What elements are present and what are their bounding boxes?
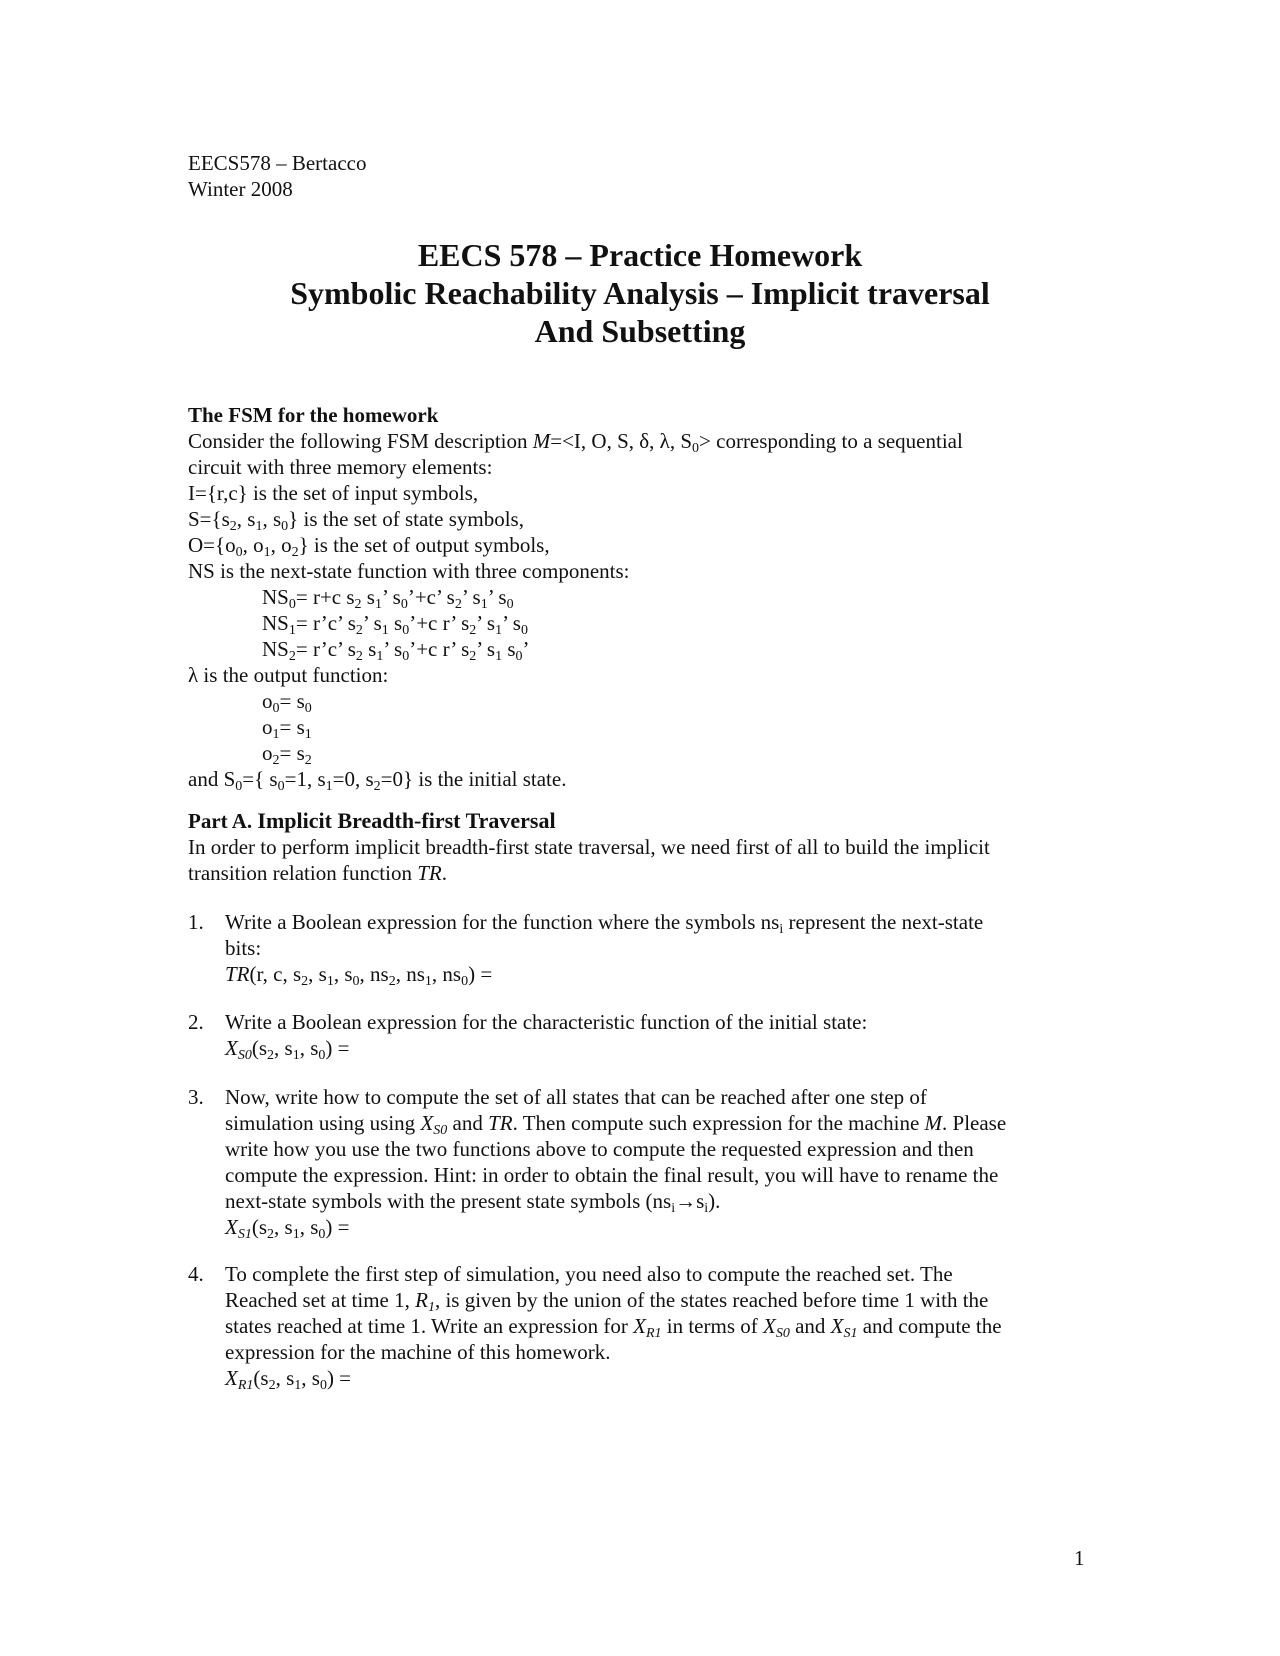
ns-intro: NS is the next-state function with three components: bbox=[188, 559, 630, 583]
question-body: Write a Boolean expression for the characteristic function of the initial state: $X_{S0}(s_2$, $s_1$, $s_0$) = bbox=[225, 1010, 868, 1063]
xs1-expression: $X_{S1}(s_2$, $s_1$, $s_0$) = bbox=[225, 1215, 350, 1242]
tr-expression: TR(r, c, $s_2$, $s_1$, $s_0$, $ns_2$, $ns_1$, $ns_0$) = bbox=[225, 962, 493, 989]
title-line-1: EECS 578 – Practice Homework bbox=[417, 237, 863, 273]
document-title bbox=[0, 236, 1280, 350]
ns0-equation: $NS_0= r+c$ $s_2$ $s_1$’ $s_0’+c$’ $s_2$’ $s_1$’ $s_0$ bbox=[262, 585, 514, 612]
ns2-equation: $NS_2=$ r’c’ $s_2$ $s_1$’ $s_0’+c$ r’ $s_2$’ $s_1$ $s_0$’ bbox=[262, 637, 530, 664]
fsm-paragraph-line-2: circuit with three memory elements: bbox=[188, 455, 493, 479]
input-set: I={r,c} is the set of input symbols, bbox=[188, 481, 479, 505]
o1-equation: $o_1= s_1$ bbox=[262, 715, 312, 742]
title-line-2: Symbolic Reachability Analysis – Implicit traversal bbox=[290, 275, 990, 311]
course-header bbox=[188, 150, 366, 202]
o0-equation: $o_0= s_0$ bbox=[262, 689, 312, 716]
course-line: EECS578 – Bertacco bbox=[188, 151, 367, 175]
o2-equation: $o_2= s_2$ bbox=[262, 741, 312, 768]
fsm-heading: The FSM for the homework bbox=[188, 403, 439, 427]
lambda-intro: λ is the output function: bbox=[188, 663, 389, 687]
xs0-expression: $X_{S0}(s_2$, $s_1$, $s_0$) = bbox=[225, 1036, 350, 1063]
question-number: 3. bbox=[188, 1085, 204, 1109]
term-line: Winter 2008 bbox=[188, 177, 293, 201]
part-a-heading: Part A. Implicit Breadth-first Traversal bbox=[188, 808, 556, 833]
page-number: 1 bbox=[1074, 1546, 1085, 1570]
part-a-section bbox=[188, 808, 990, 886]
fsm-section bbox=[188, 402, 963, 792]
ns1-equation: $NS_1=$ r’c’ $s_2$’ $s_1$ $s_0’+c$ r’ $s_2$’ $s_1$’ $s_0$ bbox=[262, 611, 528, 638]
output-set: $O=\{o_0$, $o_1$, $o_2$} is the set of output symbols, bbox=[188, 533, 550, 560]
part-a-intro-line-2: transition relation function TR. bbox=[188, 861, 447, 885]
fsm-paragraph-line-1: Consider the following FSM description M=<I, O, S, δ, λ, $S_0>$ corresponding to a sequential bbox=[188, 429, 963, 456]
state-set: $S=\{s_2$, $s_1$, $s_0$} is the set of state symbols, bbox=[188, 507, 524, 534]
question-body: Write a Boolean expression for the function where the symbols $ns_i$ represent the next-state bits: TR(r, c, $s_2$, $s_1$, $s_0$, $ns_2$, $ns_1$, $ns_0$) = bbox=[225, 910, 984, 989]
question-number: 4. bbox=[188, 1262, 204, 1286]
part-a-intro-line-1: In order to perform implicit breadth-first state traversal, we need first of all to build the implicit bbox=[188, 835, 990, 859]
question-body: Now, write how to compute the set of all states that can be reached after one step of simulation using using $X_{S0}$ and TR. Then compute such expression for the machine M. Please write how you use the two functions above to compute the requested expression and then compute the expression. Hint: in order to obtain the final result, you will have to rename the next-state symbols with the present state symbols $(ns_i\to s_i)$. $X_{S1}(s_2$, $s_1$, $s_0$) = bbox=[225, 1085, 1007, 1242]
question-number: 1. bbox=[188, 910, 204, 934]
question-body: To complete the first step of simulation, you need also to compute the reached set. The Reached set at time 1, $R_1$, is given by the union of the states reached before time 1 with the states reached at time 1. Write an expression for $X_{R1}$ in terms of $X_{S0}$ and $X_{S1}$ and compute the expression for the machine of this homework. $X_{R1}(s_2$, $s_1$, $s_0$) = bbox=[225, 1262, 1002, 1393]
title-line-3: And Subsetting bbox=[534, 313, 746, 349]
xr1-expression: $X_{R1}(s_2$, $s_1$, $s_0$) = bbox=[225, 1366, 352, 1393]
initial-state: and $S_0=${ $s_0=1$, $s_1=0$, $s_2=0$} is the initial state. bbox=[188, 767, 567, 794]
question-number: 2. bbox=[188, 1010, 204, 1034]
